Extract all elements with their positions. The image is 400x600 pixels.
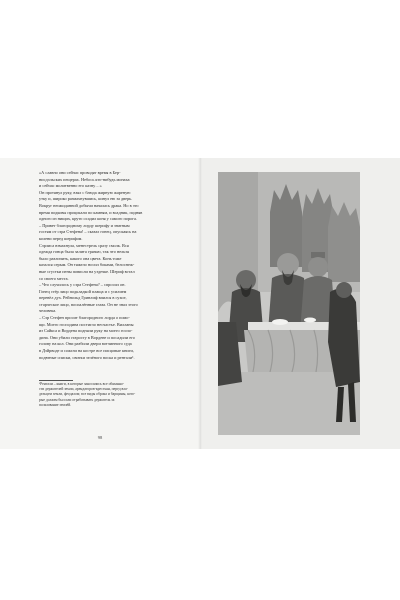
text-line: Сэрлиса взмахнула, менестрель сразу смолк. Вся: [39, 242, 129, 248]
text-line: нисдэльских пещерах. Небось кто-нибудь монаха: [39, 176, 130, 182]
text-line: было различить, какого она цвета. Конь тоже: [39, 255, 122, 261]
text-line: голову на кол. Они разбили двери вотчинного суда: [39, 341, 132, 347]
footnote-line: пользование землёй.: [39, 402, 72, 407]
text-line: щи. Моего господина постигло несчастье. Вилланы: [39, 321, 134, 327]
left-page: [0, 158, 200, 449]
text-line: Он протянул руку, взял с блюда жирную жареную: [39, 189, 131, 195]
footnote-line: ¹Рентали – книги, в которые заносились все обязанно-: [39, 382, 125, 386]
footnote-line: дельцем земли, феодалом; все виды оброка и барщины, кото-: [39, 392, 136, 397]
text-line: и сейчас молитвенно его казну…»: [39, 183, 102, 189]
text-line: колени перед шерифом.: [39, 235, 83, 241]
text-line: в Дэйрводе и сожгли на костре все писцовые книги,: [39, 348, 134, 354]
text-line: утку и, широко размахнувшись, кинул ею за дверь.: [39, 196, 133, 202]
text-line: человека.: [39, 308, 57, 314]
feast-scene-illustration: [218, 172, 360, 435]
text-line: – Привет благородному лорду шерифу и знатным: [39, 222, 130, 228]
footnote-line: сти держателей земли, арендаторов-крестьян, перед вла-: [39, 387, 128, 392]
text-line: Гонец стёр лицо подкладкой плаща и с усилием: [39, 288, 127, 294]
text-line: дина. Они убили старосту в Вордене и посадили его: [39, 334, 135, 340]
text-line: подвтные списки, свитки зелёного воска и рентали¹.: [39, 354, 135, 360]
body-text: [39, 170, 187, 361]
text-line: перевёл дух. Рейнольд Гринлиф впился в сухое,: [39, 295, 127, 301]
page-gutter: [198, 158, 202, 449]
footnote-divider: [39, 380, 73, 381]
text-line: казался серым. Он тяжело носил боками, белоснеж-: [39, 262, 135, 268]
text-line: «А славно они сейчас проводят время в Бер-: [39, 170, 121, 175]
text-line: время подковы процокали по камням, и всадник, подняв: [39, 209, 143, 215]
text-line: гостям от сэра Стефена! – сказал гонец, опускаясь на: [39, 229, 137, 235]
text-line: – Сэр Стефен просит благородного лорда о помо-: [39, 315, 130, 321]
text-line: со своего места.: [39, 275, 69, 281]
text-line: из Сайкса и Вордена подняли руку на моего госпо-: [39, 328, 133, 334]
text-line: ные сгустки пены повисли на уздечке. Шериф встал: [39, 268, 135, 274]
page-number: 98: [97, 435, 103, 440]
book-spread: [0, 158, 400, 449]
text-line: одежда гонца была залита грязью, так что нельзя: [39, 249, 129, 255]
footnote-line: рые должен был или отрабатывать держатель за: [39, 397, 115, 402]
footnote: [39, 382, 187, 408]
text-line: одного из нищих, круто осадил коня у самого порога.: [39, 216, 138, 222]
text-line: Вокруг неожиданной добычи началась драка. Но в это: [39, 202, 139, 208]
text-line: старческое лицо, воспалённые глаза. Он не знал этого: [39, 301, 138, 307]
text-line: – Что случилось у сэра Стефена? – спросил он.: [39, 282, 126, 288]
